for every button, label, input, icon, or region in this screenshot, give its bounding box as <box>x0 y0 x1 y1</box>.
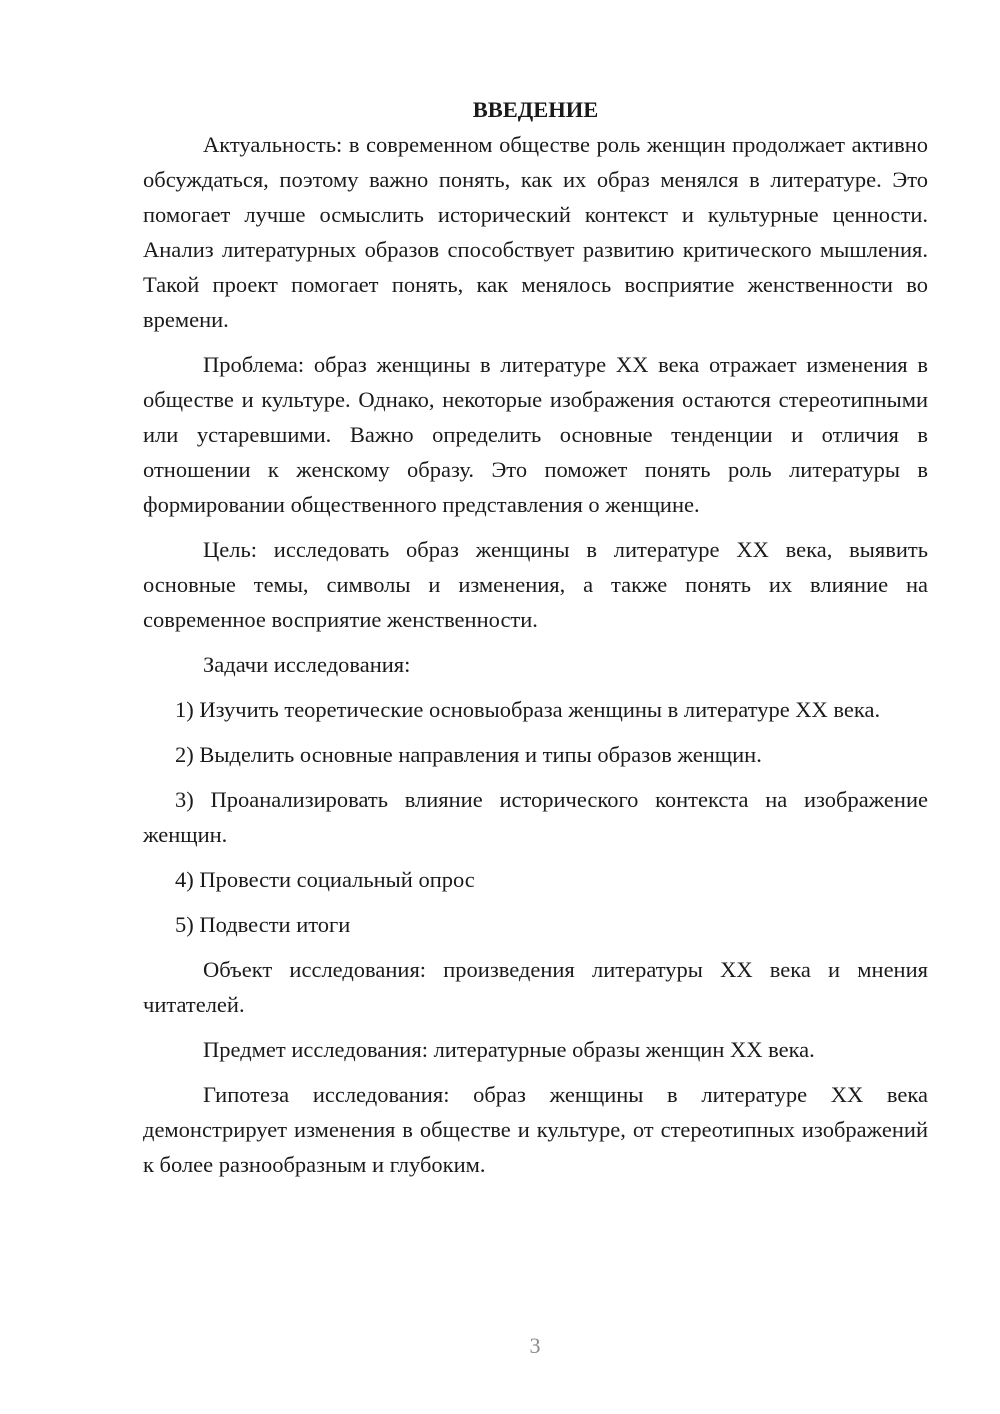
task-item-4: 4) Провести социальный опрос <box>175 867 475 892</box>
goal-paragraph: Цель: исследовать образ женщины в литературе XX века, выявить основные темы, символы и изменения, а также понять их влияние на современное восприятие женственности. <box>143 537 928 632</box>
page-content <box>143 92 928 1192</box>
page-number: 3 <box>529 1333 541 1358</box>
task-item-2: 2) Выделить основные направления и типы образов женщин. <box>175 742 762 767</box>
object-paragraph: Объект исследования: произведения литературы XX века и мнения читателей. <box>143 957 928 1017</box>
hypothesis-paragraph: Гипотеза исследования: образ женщины в литературе XX века демонстрирует изменения в обществе и культуре, от стереотипных изображений к более разнообразным и глубоким. <box>143 1082 928 1177</box>
section-title: ВВЕДЕНИЕ <box>472 97 599 122</box>
task-item-1: 1) Изучить теоретические основыобраза женщины в литературе XX века. <box>175 697 881 722</box>
task-item-5: 5) Подвести итоги <box>175 912 351 937</box>
relevance-paragraph: Актуальность: в современном обществе роль женщин продолжает активно обсуждаться, поэтому важно понять, как их образ менялся в литературе. Это помогает лучше осмыслить исторический контекст и культурные ценности. Анализ литературных образов способствует развитию критического мышления. Такой проект помогает понять, как менялось восприятие женственности во времени. <box>143 132 928 332</box>
problem-paragraph: Проблема: образ женщины в литературе XX века отражает изменения в обществе и культуре. Однако, некоторые изображения остаются стереотипными или устаревшими. Важно определить основные тенденции и отличия в отношении к женскому образу. Это поможет понять роль литературы в формировании общественного представления о женщине. <box>143 352 928 517</box>
tasks-heading: Задачи исследования: <box>203 652 411 677</box>
task-item-3: 3) Проанализировать влияние исторического контекста на изображение женщин. <box>143 787 928 847</box>
subject-paragraph: Предмет исследования: литературные образы женщин XX века. <box>203 1037 815 1062</box>
